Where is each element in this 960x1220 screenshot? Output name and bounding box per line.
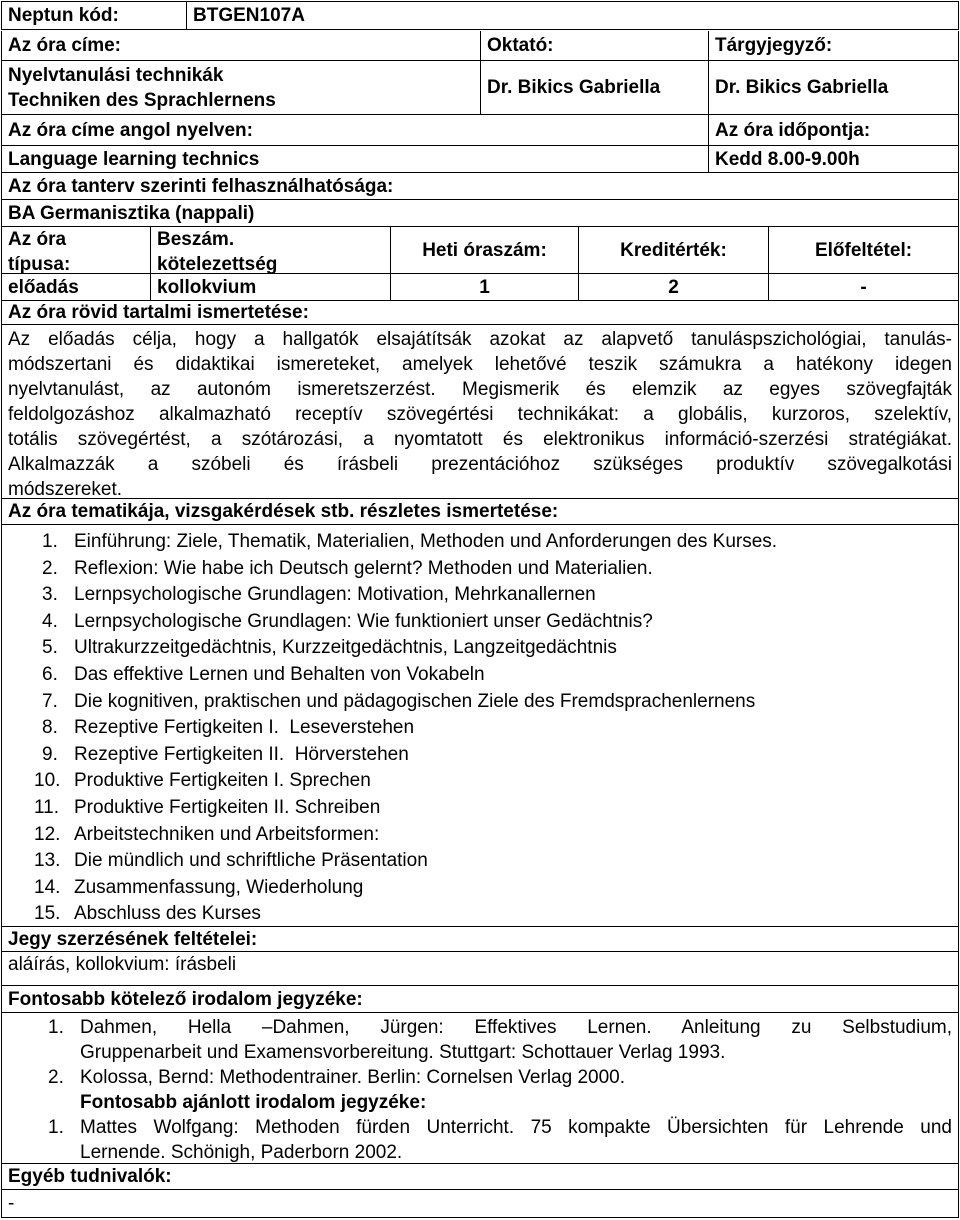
summary-line: totális szövegértést, a szótározási, a nyomtatott és elektronikus információ-szerzési stratégiákat. [8, 429, 952, 450]
course-title-label: Az óra címe: [8, 35, 121, 56]
topics-label: Az óra tematikája, vizsgakérdések stb. részletes ismertetése: [8, 501, 559, 522]
other-label: Egyéb tudnivalók: [8, 1166, 172, 1187]
topic-number: 10. [34, 770, 61, 792]
topics-label-row [1, 499, 959, 525]
owner-label: Tárgyjegyző: [708, 31, 958, 60]
topic-item [2, 556, 958, 583]
topic-item [2, 582, 958, 609]
topics-list [2, 529, 958, 928]
summary-row [1, 325, 959, 499]
topic-text: Reflexion: Wie habe ich Deutsch gelernt? Methoden und Materialien. [74, 557, 653, 579]
prerequisite-value: - [768, 274, 958, 300]
title-values-row [1, 61, 959, 115]
summary-line: Az előadás célja, hogy a hallgatók elsajátítsák azokat az alapvető tanuláspszichológiai, tanulás- [8, 329, 952, 350]
topic-text: Das effektive Lernen und Behalten von Vokabeln [74, 663, 485, 685]
other-text: - [8, 1193, 15, 1214]
topic-text: Arbeitstechniken und Arbeitsformen: [74, 823, 380, 845]
required-literature-item [2, 1015, 958, 1065]
type-label-line-1: Az óra [8, 229, 67, 250]
topic-item [2, 609, 958, 636]
literature-number: 1. [48, 1117, 64, 1138]
english-title-label-row [1, 115, 959, 146]
topic-number: 1. [42, 531, 58, 552]
literature-line: Dahmen, Hella –Dahmen, Jürgen: Effektives Lernen. Anleitung zu Selbstudium, [80, 1017, 952, 1038]
topic-item [2, 635, 958, 662]
recommended-literature-label: Fontosabb ajánlott irodalom jegyzéke: [80, 1092, 427, 1113]
english-title-row [1, 146, 959, 173]
type-label [2, 227, 150, 273]
topic-number: 3. [42, 584, 58, 606]
topic-item [2, 742, 958, 769]
owner-name: Dr. Bikics Gabriella [708, 61, 958, 114]
requirement-label-line-2: kötelezettség [157, 254, 278, 275]
topics-row [1, 525, 959, 927]
required-literature-item [2, 1065, 958, 1090]
topic-item [2, 795, 958, 822]
type-label-line-2: típusa: [8, 254, 71, 275]
title-labels-row [1, 31, 959, 61]
literature-number: 1. [48, 1017, 64, 1038]
literature-number: 2. [48, 1067, 64, 1088]
requirement-label-line-1: Beszám. [157, 229, 235, 250]
topic-number: 15. [34, 903, 61, 925]
recommended-literature-item [2, 1115, 958, 1165]
topic-number: 14. [34, 876, 61, 898]
topic-item [2, 822, 958, 849]
topic-number: 8. [42, 717, 58, 739]
course-title-hu: Nyelvtanulási technikák [8, 65, 224, 86]
topic-text: Zusammenfassung, Wiederholung [74, 876, 364, 898]
topic-text: Lernpsychologische Grundlagen: Motivation, Mehrkanallernen [74, 584, 596, 606]
topic-text: Lernpsychologische Grundlagen: Wie funktioniert unser Gedächtnis? [74, 610, 653, 632]
summary-label: Az óra rövid tartalmi ismertetése: [8, 302, 309, 323]
grading-row [1, 952, 959, 986]
usability-value: BA Germanisztika (nappali) [8, 202, 255, 224]
time-label: Az óra időpontja: [708, 115, 958, 145]
prerequisite-label: Előfeltétel: [768, 227, 958, 273]
summary-label-row [1, 301, 959, 325]
other-row [1, 1190, 959, 1218]
requirement-type: kollokvium [150, 274, 390, 300]
topic-number: 4. [42, 610, 58, 632]
credit-label: Kreditérték: [578, 227, 768, 273]
type-header-row [1, 227, 959, 274]
topic-text: Ultrakurzzeitgedächtnis, Kurzzeitgedächtnis, Langzeitgedächtnis [74, 637, 617, 659]
topic-number: 12. [34, 823, 61, 845]
neptun-label: Neptun kód: [8, 5, 119, 26]
topic-item [2, 901, 958, 928]
topic-text: Die mündlich und schriftliche Präsentation [74, 850, 428, 872]
english-title: Language learning technics [8, 148, 260, 170]
topic-text: Produktive Fertigkeiten I. Sprechen [74, 770, 371, 792]
course-type: előadás [8, 276, 79, 298]
summary-line: módszertani és didaktikai ismereteket, amelyek lehetővé teszik számukra a hatékony idegen [8, 354, 952, 375]
literature-line: Lernende. Schönigh, Paderborn 2002. [80, 1142, 403, 1163]
usability-row [1, 200, 959, 227]
weekly-hours: 1 [390, 274, 578, 300]
literature-row [1, 1013, 959, 1164]
credit-value: 2 [578, 274, 768, 300]
topic-text: Produktive Fertigkeiten II. Schreiben [74, 796, 381, 818]
topic-number: 7. [42, 690, 58, 712]
english-title-label: Az óra címe angol nyelven: [8, 119, 253, 141]
requirement-label [150, 227, 390, 273]
topic-text: Rezeptive Fertigkeiten II. Hörverstehen [74, 743, 409, 765]
required-literature-label: Fontosabb kötelező irodalom jegyzéke: [8, 988, 363, 1010]
usability-label: Az óra tanterv szerinti felhasználhatósága: [8, 175, 394, 197]
neptun-row [1, 1, 959, 30]
topic-item [2, 715, 958, 742]
type-values-row [1, 274, 959, 301]
grading-text: aláírás, kollokvium: írásbeli [8, 954, 237, 975]
topic-item [2, 768, 958, 795]
topic-item [2, 875, 958, 902]
literature-content [2, 1015, 958, 1165]
topic-text: Abschluss des Kurses [74, 903, 261, 925]
neptun-code: BTGEN107A [186, 2, 958, 29]
literature-line: Mattes Wolfgang: Methoden fürden Unterricht. 75 kompakte Übersichten für Lehrende und [80, 1117, 952, 1138]
literature-line: Gruppenarbeit und Examensvorbereitung. Stuttgart: Schottauer Verlag 1993. [80, 1042, 726, 1063]
course-title [2, 61, 480, 114]
teacher-label: Oktató: [480, 31, 708, 60]
summary-text [2, 325, 958, 498]
course-datasheet [1, 1, 959, 1218]
grading-label-row [1, 927, 959, 952]
required-literature-label-row [1, 986, 959, 1013]
topic-text: Einführung: Ziele, Thematik, Materialien, Methoden und Anforderungen des Kurses. [74, 531, 778, 552]
topic-number: 9. [42, 743, 58, 765]
topic-item [2, 848, 958, 875]
summary-line: Alkalmazzák a szóbeli és írásbeli prezentációhoz szükséges produktív szövegalkotási [8, 454, 952, 475]
topic-text: Die kognitiven, praktischen und pädagogischen Ziele des Fremdsprachenlernens [74, 690, 756, 712]
topic-number: 2. [42, 557, 58, 579]
topic-number: 13. [34, 850, 61, 872]
grading-label: Jegy szerzésének feltételei: [8, 928, 258, 950]
other-label-row [1, 1164, 959, 1190]
topic-item [2, 529, 958, 556]
topic-item [2, 689, 958, 716]
usability-label-row [1, 173, 959, 200]
summary-line: nyelvtanulást, az autonóm ismeretszerzést. Megismerik és elemzik az egyes szövegfajták [8, 379, 952, 400]
topic-number: 11. [34, 796, 60, 818]
summary-line: módszereket. [8, 479, 123, 500]
teacher-name: Dr. Bikics Gabriella [480, 61, 708, 114]
course-time: Kedd 8.00-9.00h [708, 146, 958, 172]
weekly-hours-label: Heti óraszám: [390, 227, 578, 273]
summary-line: feldolgozáshoz alkalmazható receptív szövegértési technikákat: a globális, kurzoros, szelektív, [8, 404, 952, 425]
course-title-de: Techniken des Sprachlernens [8, 90, 276, 111]
topic-text: Rezeptive Fertigkeiten I. Leseverstehen [74, 717, 415, 739]
literature-line: Kolossa, Bernd: Methodentrainer. Berlin: Cornelsen Verlag 2000. [80, 1067, 625, 1088]
topic-item [2, 662, 958, 689]
topic-number: 6. [42, 663, 58, 685]
topic-number: 5. [42, 637, 58, 659]
